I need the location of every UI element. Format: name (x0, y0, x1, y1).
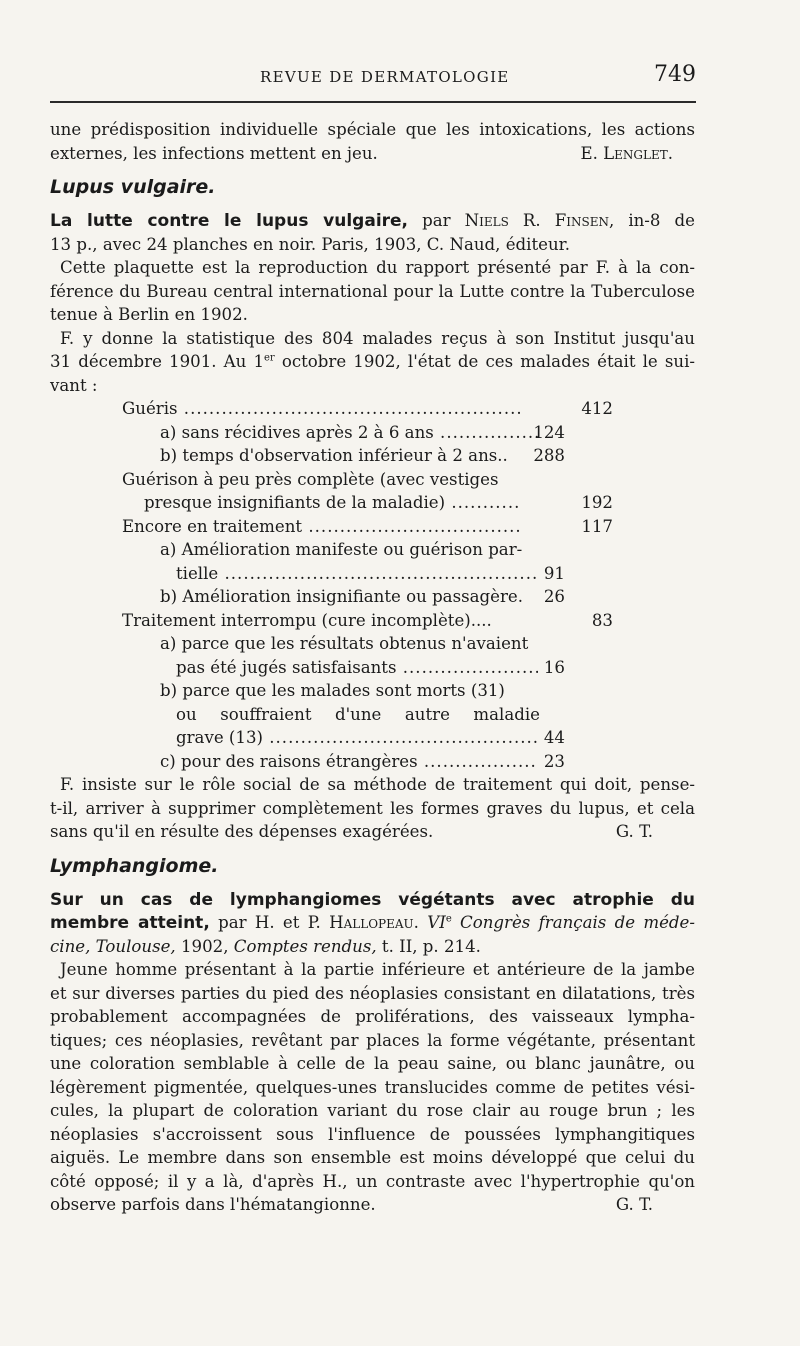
paragraph-line: aiguës. Le membre dans son ensemble est moins développé que celui du (50, 1148, 695, 1167)
stat-row-interrompu-a (50, 632, 695, 656)
stat-value: 117 (581, 516, 613, 536)
stat-label: c) pour des raisons étrangères ..... (160, 750, 538, 774)
paragraph-line: F. y donne la statistique des 804 malades reçus à son Institut jusqu'au (60, 328, 695, 348)
stat-label: Guéris ..... (122, 397, 520, 421)
stat-value: 412 (581, 399, 613, 418)
stat-row-encore-b (50, 585, 695, 609)
article-title-2-line2 (50, 911, 695, 935)
intro-text: externes, les infections mettent en jeu. (50, 143, 378, 163)
text-run: 1902, (175, 936, 234, 956)
paragraph-line: tiques; ces néoplasies, revêtant par places la forme végétante, présentant (50, 1030, 695, 1050)
section2-signature: G. T. (615, 1195, 653, 1214)
stat-row-gueris (50, 397, 695, 421)
paragraph-line: vant : (50, 375, 98, 395)
section-heading-lymphangiome: Lymphangiome. (50, 854, 219, 877)
text-run: sans qu'il en résulte des dépenses exagérées. (50, 822, 434, 841)
stat-value: 16 (543, 657, 565, 677)
text-run: Congrès français de méde- (451, 913, 695, 932)
text-run: VI (427, 913, 446, 932)
article-title-2-line3 (50, 935, 695, 959)
stat-row-gueris-b (50, 444, 695, 468)
paragraph-line: Cette plaquette est la reproduction du rapport présenté par F. à la con- (60, 258, 695, 277)
page-body (50, 118, 695, 1217)
paragraph-line (50, 820, 695, 844)
page-number: 749 (654, 62, 696, 87)
stat-row-guerison-cont (50, 491, 695, 515)
article-title-2 (50, 888, 695, 912)
stat-row-interrompu (50, 609, 695, 633)
stat-label: tielle ..... (176, 562, 538, 586)
text-run: observe parfois dans l'hématangionne. (50, 1195, 376, 1214)
stat-value: 124 (533, 422, 565, 442)
paragraph-line (50, 1193, 695, 1217)
stat-label: presque insignifiants de la maladie) ..... (144, 491, 520, 515)
stat-value: 44 (543, 728, 565, 747)
intro-line-2 (50, 142, 695, 166)
stat-row-guerison (50, 468, 695, 492)
article-title-bold: La lutte contre le lupus vulgaire, (50, 211, 409, 231)
article-title-bold: membre atteint, (50, 913, 210, 933)
stat-label: a) Amélioration manifeste ou guérison par- (160, 540, 523, 559)
stat-row-interrompu-b-cont (50, 703, 695, 727)
stat-label: Traitement interrompu (cure incomplète).... (122, 610, 492, 630)
paragraph-line: t-il, arriver à supprimer complètement les formes graves du lupus, et cela (50, 798, 695, 818)
stat-row-gueris-a (50, 421, 695, 445)
paragraph-line: une coloration semblable à celle de la peau saine, ou blanc jaunâtre, ou (50, 1054, 695, 1073)
superscript: er (264, 352, 275, 364)
header-rule (50, 101, 696, 103)
stat-row-interrompu-c (50, 750, 695, 774)
stat-label: grave (13) ..... (176, 726, 538, 750)
paragraph-line: cules, la plupart de coloration variant du rose clair au rouge brun ; les (50, 1101, 695, 1120)
stat-value: 83 (591, 610, 613, 630)
article-title-bold: Sur un cas de lymphangiomes végétants avec atrophie du (50, 889, 695, 910)
intro-signature: E. Lenglet. (580, 143, 673, 163)
title-by: par (408, 211, 465, 230)
paragraph-line: néoplasies s'accroissent sous l'influence de poussées lymphangitiques (50, 1124, 695, 1144)
text-run: . (413, 913, 428, 932)
stat-label: a) sans récidives après 2 à 6 ans ..... (160, 421, 538, 445)
text-run: t. II, p. 214. (376, 936, 481, 956)
title-rest: , in-8 de (608, 211, 695, 230)
paragraph-line: tenue à Berlin en 1902. (50, 305, 248, 324)
stat-value: 91 (543, 563, 565, 583)
superscript: e (445, 913, 452, 925)
text-run: 31 décembre 1901. Au 1 (50, 352, 264, 371)
paragraph-line: légèrement pigmentée, quelques-unes translucides comme de petites vési- (50, 1077, 695, 1097)
stat-value: 288 (533, 446, 565, 465)
article-title-1 (50, 209, 695, 233)
article-title-1-line2: 13 p., avec 24 planches en noir. Paris, 1903, C. Naud, éditeur. (50, 234, 571, 254)
paragraph-line: F. insiste sur le rôle social de sa méthode de traitement qui doit, pense- (60, 775, 695, 794)
text-run: par H. et P. (209, 913, 330, 932)
paragraph-line: probablement accompagnées de proliférations, des vaisseaux lympha- (50, 1007, 695, 1026)
text-run: octobre 1902, l'état de ces malades était le sui- (274, 352, 695, 371)
article-author: Hallopeau (329, 913, 414, 932)
section-heading-lupus: Lupus vulgaire. (50, 176, 216, 198)
stat-row-interrompu-b (50, 679, 695, 703)
text-run: cine, Toulouse, (50, 936, 176, 956)
stat-value: 26 (543, 587, 565, 606)
paragraph-line: et sur diverses parties du pied des néoplasies consistant en dilatations, très (50, 983, 695, 1003)
stat-label: pas été jugés satisfaisants ..... (176, 656, 538, 680)
section1-signature: G. T. (615, 822, 653, 841)
stat-label: Encore en traitement ..... (122, 515, 520, 539)
paragraph-line: férence du Bureau central international pour la Lutte contre la Tuberculose (50, 281, 695, 301)
stat-label: Guérison à peu près complète (avec vestiges (122, 469, 499, 489)
paragraph-line: Jeune homme présentant à la partie inférieure et antérieure de la jambe (60, 960, 695, 979)
stat-value: 23 (543, 751, 565, 771)
stat-label: a) parce que les résultats obtenus n'avaient (160, 634, 529, 653)
stat-row-encore (50, 515, 695, 539)
stat-label: b) Amélioration insignifiante ou passagère. (160, 587, 523, 606)
stat-label: b) temps d'observation inférieur à 2 ans.. (160, 446, 508, 465)
page-header (50, 62, 700, 92)
stat-row-encore-a-cont (50, 562, 695, 586)
text-run: Comptes rendus, (233, 936, 377, 956)
stat-value: 192 (581, 493, 613, 512)
paragraph-line: côté opposé; il y a là, d'après H., un contraste avec l'hypertrophie qu'on (50, 1171, 695, 1191)
stat-label: b) parce que les malades sont morts (31) (160, 681, 505, 700)
article-author: Niels R. Finsen (464, 211, 609, 230)
stat-row-interrompu-a-cont (50, 656, 695, 680)
paragraph-line (50, 350, 695, 374)
stat-row-encore-a (50, 538, 695, 562)
stat-label: ou souffraient d'une autre maladie (176, 704, 540, 724)
stat-row-interrompu-b-cont2 (50, 726, 695, 750)
running-title: REVUE DE DERMATOLOGIE (260, 68, 510, 86)
intro-line-1: une prédisposition individuelle spéciale que les intoxications, les actions (50, 120, 695, 139)
